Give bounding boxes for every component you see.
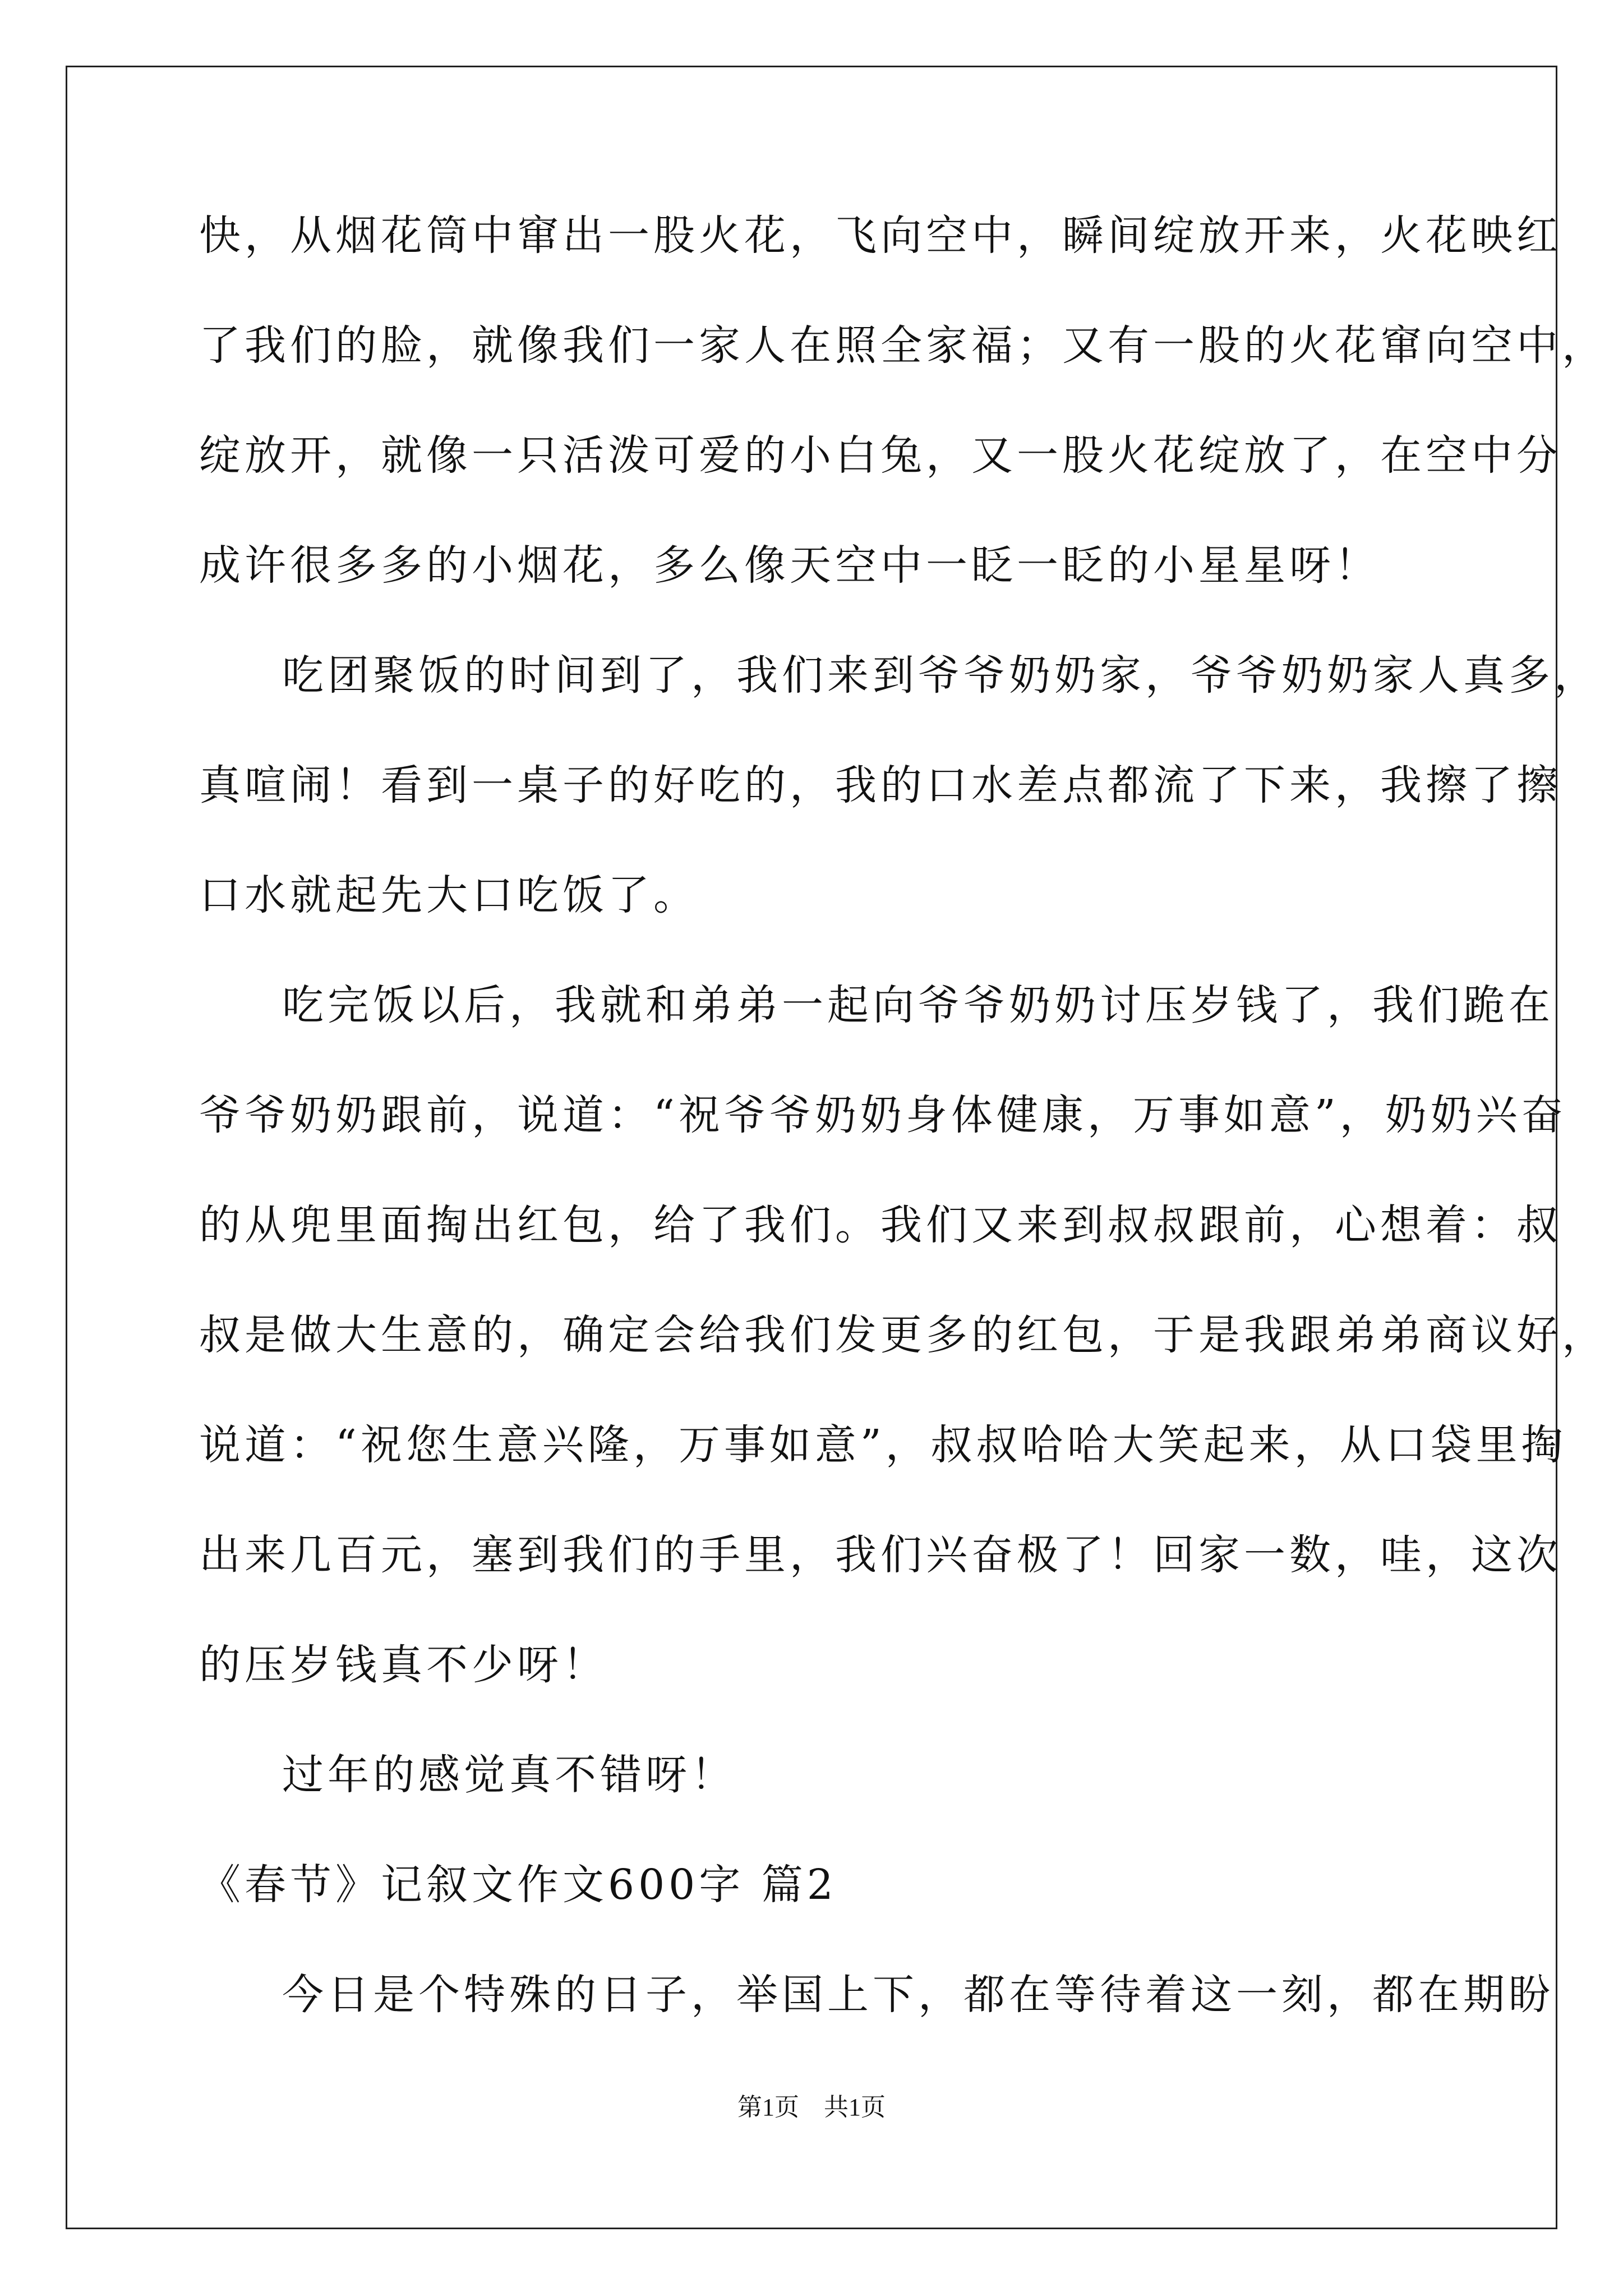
text-line: 了我们的脸，就像我们一家人在照全家福；又有一股的火花窜向空中，: [199, 321, 1607, 370]
text-line: 过年的感觉真不错呀！: [282, 1751, 736, 1799]
text-line: 绽放开，就像一只活泼可爱的小白兔，又一股火花绽放了，在空中分: [199, 431, 1562, 480]
text-line: 说道：“祝您生意兴隆，万事如意”，叔叔哈哈大笑起来，从口袋里掏: [199, 1421, 1567, 1469]
text-line: 的从兜里面掏出红包，给了我们。我们又来到叔叔跟前，心想着：叔: [199, 1201, 1562, 1249]
section-heading: 《春节》记叙文作文600字 篇2: [199, 1861, 837, 1909]
text-line: 快，从烟花筒中窜出一股火花，飞向空中，瞬间绽放开来，火花映红: [199, 211, 1562, 260]
text-line: 口水就起先大口吃饭了。: [199, 871, 699, 919]
text-line: 吃团聚饭的时间到了，我们来到爷爷奶奶家，爷爷奶奶家人真多，: [282, 651, 1599, 700]
text-line: 的压岁钱真不少呀！: [199, 1641, 608, 1689]
text-line: 吃完饭以后，我就和弟弟一起向爷爷奶奶讨压岁钱了，我们跪在: [282, 981, 1554, 1029]
text-line: 真喧闹！看到一桌子的好吃的，我的口水差点都流了下来，我擦了擦: [199, 761, 1562, 809]
text-line: 叔是做大生意的，确定会给我们发更多的红包，于是我跟弟弟商议好，: [199, 1311, 1607, 1359]
text-line: 成许很多多的小烟花，多么像天空中一眨一眨的小星星呀！: [199, 541, 1380, 590]
page-number-footer: 第1页 共1页: [737, 2093, 886, 2121]
text-line: 爷爷奶奶跟前，说道：“祝爷爷奶奶身体健康，万事如意”，奶奶兴奋: [199, 1091, 1567, 1139]
text-line: 出来几百元，塞到我们的手里，我们兴奋极了！回家一数，哇，这次: [199, 1531, 1562, 1579]
text-line: 今日是个特殊的日子，举国上下，都在等待着这一刻，都在期盼: [282, 1971, 1554, 2019]
